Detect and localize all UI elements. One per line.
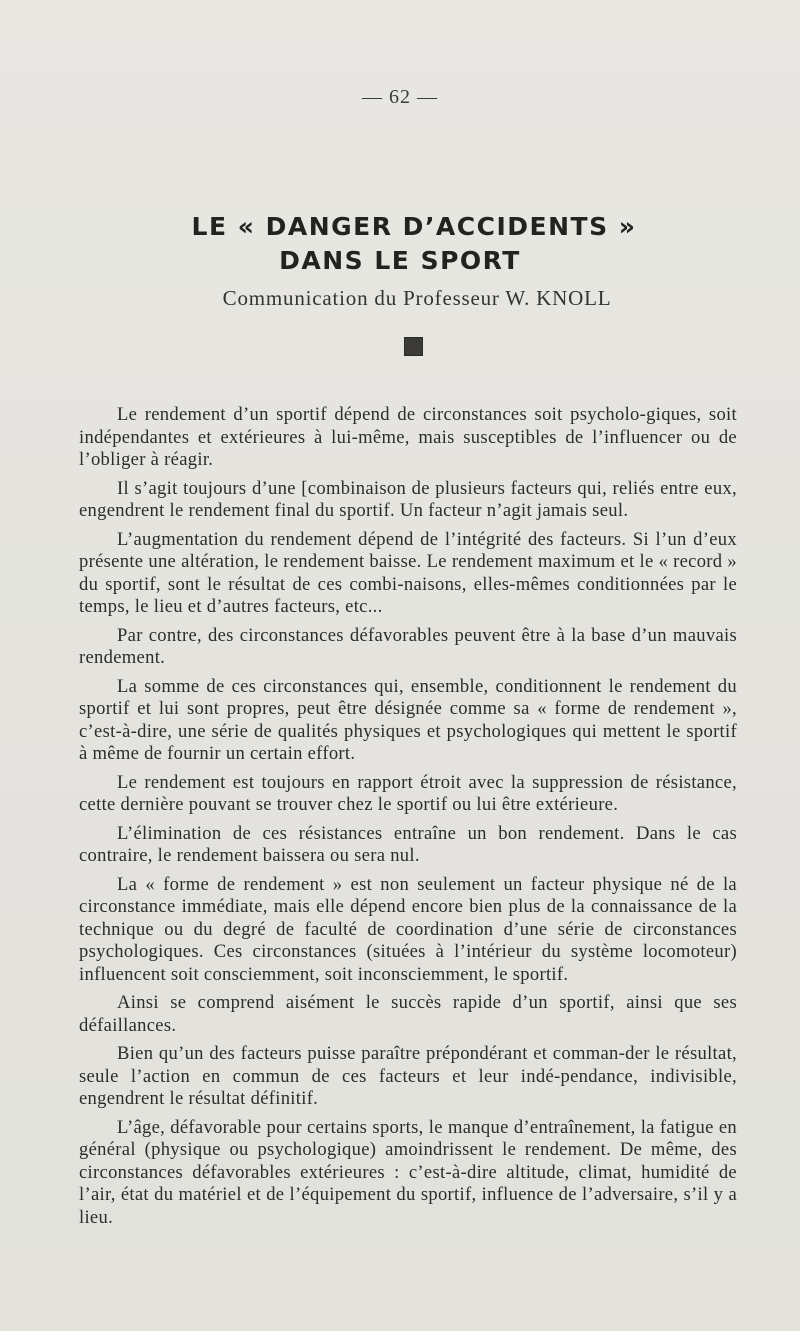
paragraph-8: La « forme de rendement » est non seulement un facteur physique né de la circonstance immédiate, mais elle dépend encore bien plus de la connaissance de la technique ou du degré de faculté de coordination d’une série de circonstances psychologiques. Ces circonstances (situées à l’intérieur du système locomoteur) influencent soit consciemment, soit inconsciemment, le sportif. — [79, 873, 737, 985]
paragraph-10: Bien qu’un des facteurs puisse paraître prépondérant et comman-der le résultat, seule l’action en commun de ces facteurs et leur indé-pendance, indivisible, engendrent le résultat définitif. — [79, 1043, 737, 1109]
article-body — [79, 404, 737, 1235]
article-title-line-1: LE « DANGER D’ACCIDENTS » — [191, 212, 637, 241]
article-author-subtitle: Communication du Professeur W. KNOLL — [222, 286, 612, 310]
paragraph-3: L’augmentation du rendement dépend de l’intégrité des facteurs. Si l’un d’eux présente une altération, le rendement baisse. Le rendement maximum et le « record » du sportif, sont le résultat de ces combi-naisons, elles-mêmes conditionnées par le temps, le lieu et d’autres facteurs, etc... — [79, 528, 737, 617]
paragraph-11: L’âge, défavorable pour certains sports, le manque d’entraînement, la fatigue en général (physique ou psychologique) amoindrissent le rendement. De même, des circonstances défavorables extérieures : c’est-à-dire altitude, climat, humidité de l’air, état du matériel et de l’équipement du sportif, influence de l’adversaire, s’il y a lieu. — [79, 1116, 737, 1228]
filled-square-ornament-icon — [404, 337, 423, 356]
paragraph-2: Il s’agit toujours d’une [combinaison de plusieurs facteurs qui, reliés entre eux, engendrent le rendement final du sportif. Un facteur n’agit jamais seul. — [79, 477, 737, 521]
paragraph-7: L’élimination de ces résistances entraîne un bon rendement. Dans le cas contraire, le rendement baissera ou sera nul. — [79, 822, 737, 866]
paragraph-9: Ainsi se comprend aisément le succès rapide d’un sportif, ainsi que ses défaillances. — [79, 992, 737, 1036]
paragraph-6: Le rendement est toujours en rapport étroit avec la suppression de résistance, cette dernière pouvant se trouver chez le sportif ou lui être extérieure. — [79, 771, 737, 815]
paragraph-5: La somme de ces circonstances qui, ensemble, conditionnent le rendement du sportif et lui sont propres, peut être désignée comme sa « forme de rendement », c’est-à-dire, une série de qualités physiques et psychologiques qui mettent le sportif à même de fournir un certain effort. — [79, 675, 737, 764]
paragraph-1: Le rendement d’un sportif dépend de circonstances soit psycholo-giques, soit indépendantes et extérieures à lui-même, mais susceptibles de l’influencer ou de l’obliger à réagir. — [79, 404, 737, 470]
page-number: — 62 — — [362, 86, 438, 108]
article-title-line-2: DANS LE SPORT — [279, 246, 521, 275]
paragraph-4: Par contre, des circonstances défavorables peuvent être à la base d’un mauvais rendement. — [79, 624, 737, 668]
